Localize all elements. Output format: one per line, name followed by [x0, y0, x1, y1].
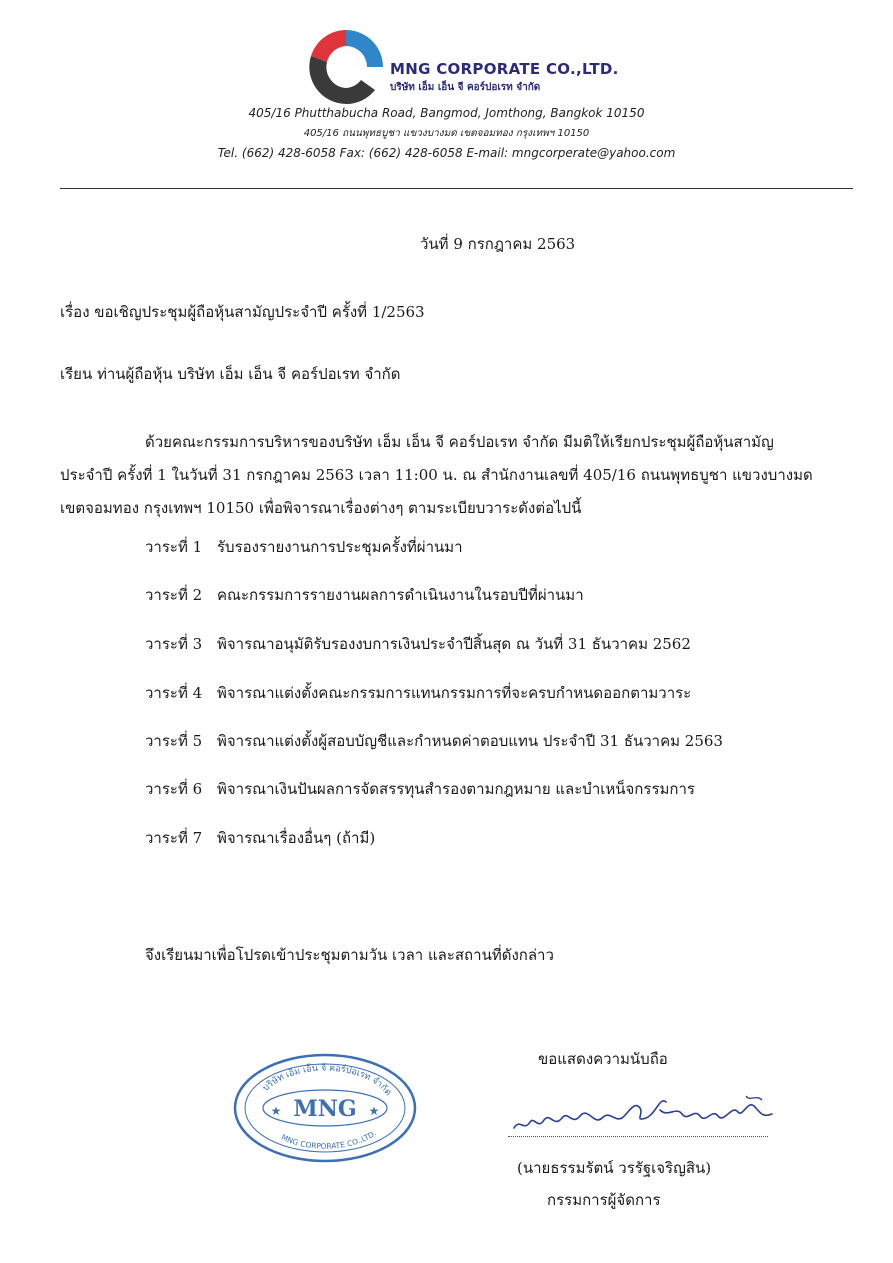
svg-text:★: ★: [270, 1104, 282, 1118]
agenda-text: พิจารณาเรื่องอื่นๆ (ถ้ามี): [217, 829, 376, 847]
stamp-center-text: MNG: [293, 1096, 357, 1122]
letterhead-divider: [60, 188, 853, 189]
address-th: 405/16 ถนนพุทธบูชา แขวงบางมด เขตจอมทอง กรุงเทพฯ 10150: [303, 128, 590, 139]
body-line-1: ด้วยคณะกรรมการบริหารของบริษัท เอ็ม เอ็น จี คอร์ปอเรท จำกัด มีมติให้เรียกประชุมผู้ถือหุ้นสามัญ: [145, 433, 774, 451]
signature-line: [508, 1136, 768, 1137]
signatory-name: (นายธรรมรัตน์ วรรัฐเจริญสิน): [517, 1159, 712, 1177]
contact-info: Tel. (662) 428-6058 Fax: (662) 428-6058 E-mail: mngcorperate@yahoo.com: [217, 146, 676, 160]
svg-text:MNG CORPORATE CO.,LTD.: [280, 1129, 378, 1151]
company-stamp-icon: [232, 1052, 418, 1164]
agenda-number: วาระที่ 7: [145, 829, 203, 847]
svg-text:★: ★: [368, 1104, 380, 1118]
handwritten-signature-icon: [510, 1088, 780, 1140]
agenda-number: วาระที่ 6: [145, 780, 203, 798]
letter-recipient: เรียน ท่านผู้ถือหุ้น บริษัท เอ็ม เอ็น จี คอร์ปอเรท จำกัด: [60, 365, 401, 383]
closing-text: จึงเรียนมาเพื่อโปรดเข้าประชุมตามวัน เวลา และสถานที่ดังกล่าว: [145, 946, 554, 964]
letter-date: วันที่ 9 กรกฎาคม 2563: [420, 235, 576, 253]
mng-logo-icon: [305, 26, 387, 108]
agenda-number: วาระที่ 1: [145, 538, 203, 556]
agenda-text: รับรองรายงานการประชุมครั้งที่ผ่านมา: [217, 538, 463, 556]
stamp-top-text: บริษัท เอ็ม เอ็น จี คอร์ปอเรท จำกัด: [261, 1063, 394, 1098]
agenda-text: พิจารณาแต่งตั้งคณะกรรมการแทนกรรมการที่จะครบกำหนดออกตามวาระ: [217, 684, 692, 702]
company-name-th: บริษัท เอ็ม เอ็น จี คอร์ปอเรท จำกัด: [390, 82, 541, 93]
body-line-2: ประจำปี ครั้งที่ 1 ในวันที่ 31 กรกฎาคม 2563 เวลา 11:00 น. ณ สำนักงานเลขที่ 405/16 ถนนพุทธบูชา แขวงบางมด: [60, 466, 813, 484]
body-line-3: เขตจอมทอง กรุงเทพฯ 10150 เพื่อพิจารณาเรื่องต่างๆ ตามระเบียบวาระดังต่อไปนี้: [60, 499, 582, 517]
letter-subject: เรื่อง ขอเชิญประชุมผู้ถือหุ้นสามัญประจำปี ครั้งที่ 1/2563: [60, 303, 425, 321]
regards-text: ขอแสดงความนับถือ: [538, 1050, 668, 1068]
svg-text:บริษัท เอ็ม เอ็น จี คอร์ปอเรท: [261, 1061, 393, 1098]
company-name-en: MNG CORPORATE CO.,LTD.: [390, 60, 619, 78]
agenda-text: พิจารณาเงินปันผลการจัดสรรทุนสำรองตามกฎหมาย และบำเหน็จกรรมการ: [217, 780, 695, 798]
agenda-number: วาระที่ 4: [145, 684, 203, 702]
agenda-text: พิจารณาแต่งตั้งผู้สอบบัญชีและกำหนดค่าตอบแทน ประจำปี 31 ธันวาคม 2563: [217, 732, 723, 750]
agenda-number: วาระที่ 3: [145, 635, 203, 653]
stamp-bottom-text: MNG CORPORATE CO.,LTD.: [279, 1128, 378, 1151]
agenda-text: พิจารณาอนุมัติรับรองงบการเงินประจำปีสิ้นสุด ณ วันที่ 31 ธันวาคม 2562: [217, 635, 691, 653]
address-en: 405/16 Phutthabucha Road, Bangmod, Jomthong, Bangkok 10150: [248, 106, 645, 120]
signatory-title: กรรมการผู้จัดการ: [547, 1191, 661, 1209]
agenda-number: วาระที่ 5: [145, 732, 203, 750]
agenda-text: คณะกรรมการรายงานผลการดำเนินงานในรอบปีที่ผ่านมา: [217, 586, 584, 604]
agenda-number: วาระที่ 2: [145, 586, 203, 604]
